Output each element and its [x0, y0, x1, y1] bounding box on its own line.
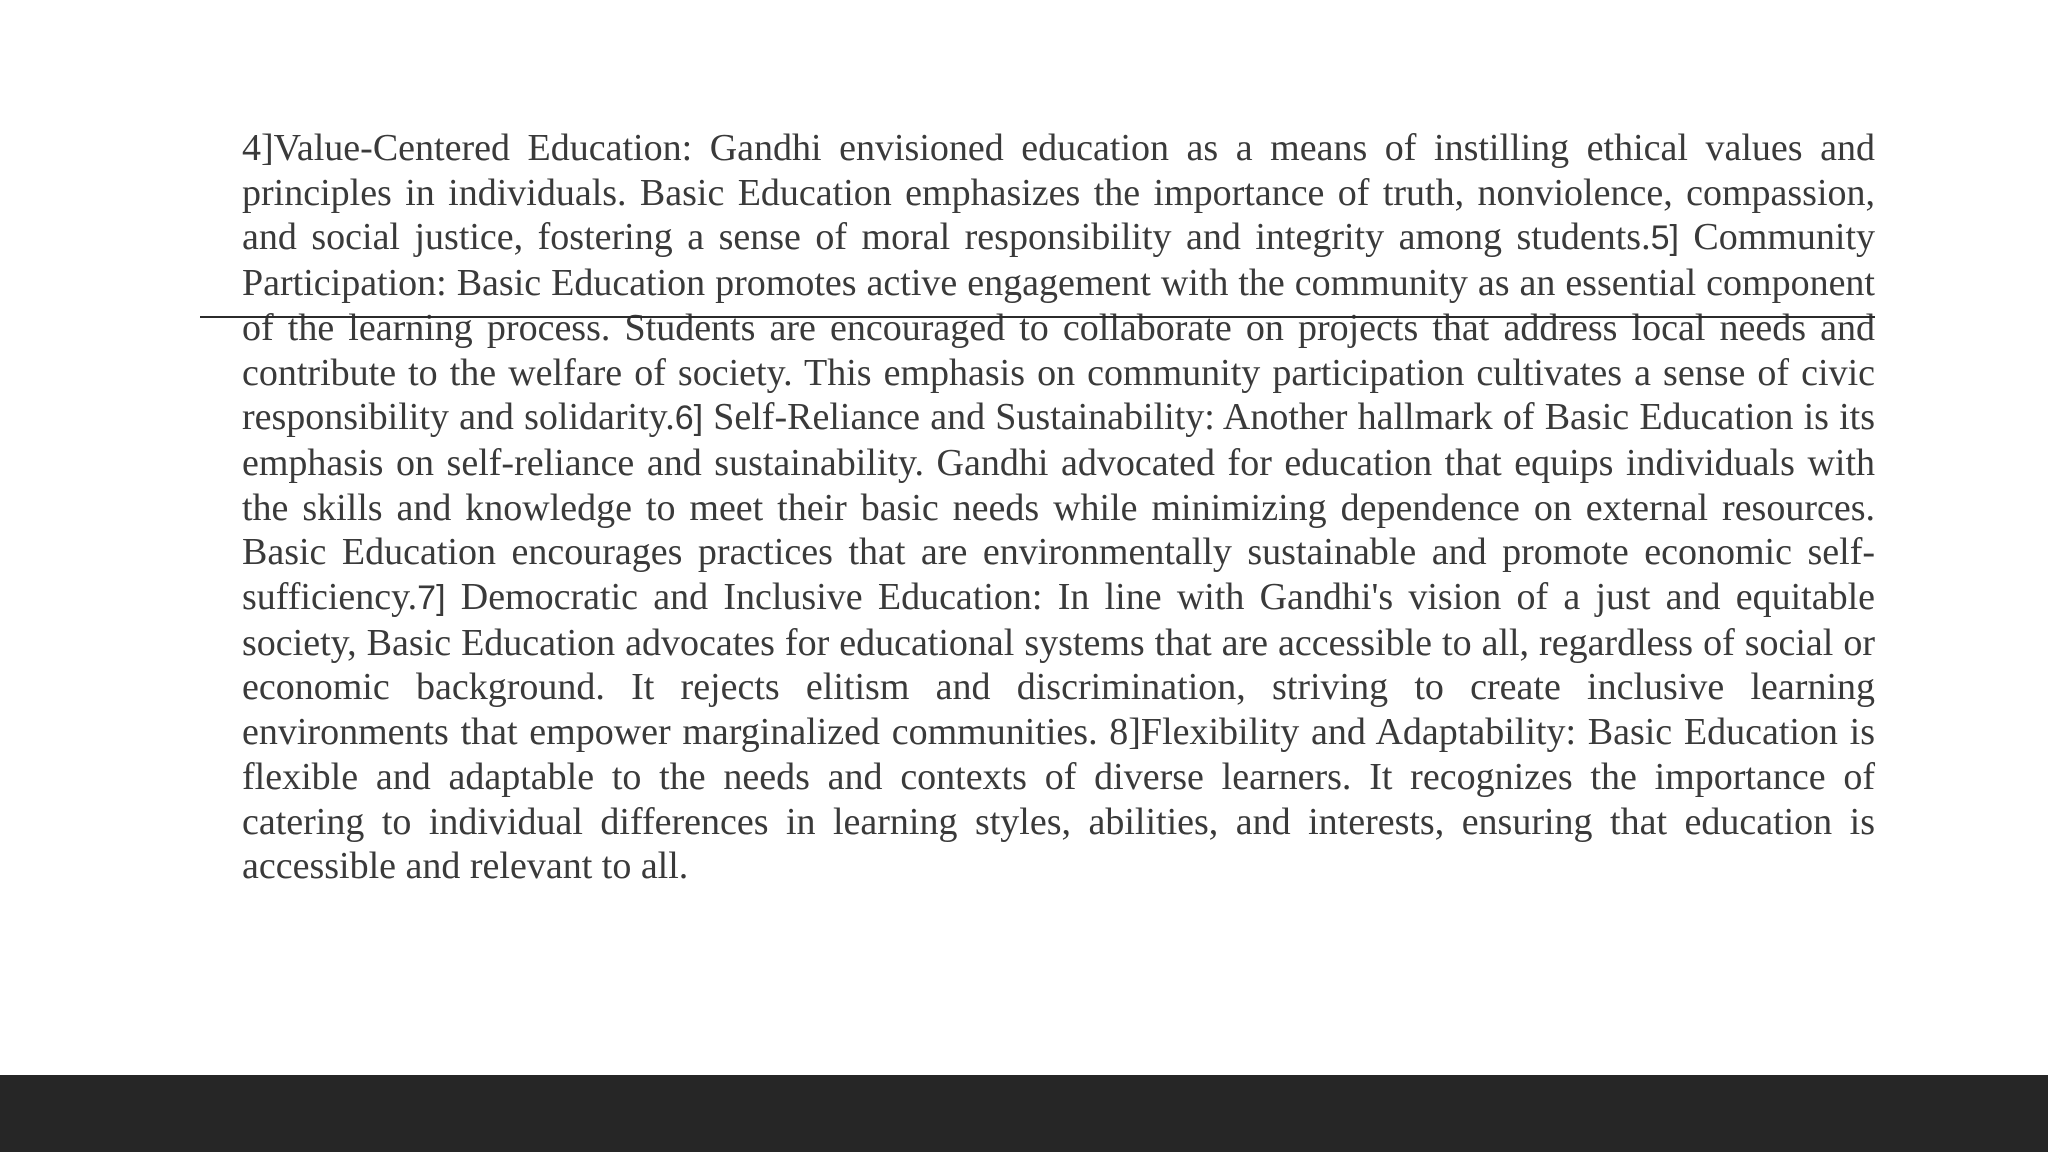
point-4-text: 4]Value-Centered Education: Gandhi envisioned education as a means of instilling ethical values and principles in individuals. Basic Education emphasizes the importance of truth, nonviolence, compassion, and social justice, fostering a sense of moral responsibility and integrity among students. [242, 127, 1875, 259]
horizontal-rule [200, 316, 1875, 318]
point-7-8-text: Democratic and Inclusive Education: In line with Gandhi's vision of a just and equitable society, Basic Education advocates for educational systems that are accessible to all, regardless of social or economic background. It rejects elitism and discrimination, striving to create inclusive learning environments that empower marginalized communities. 8]Flexibility and Adaptability: Basic Education is flexible and adaptable to the needs and contexts of diverse learners. It recognizes the importance of catering to individual differences in learning styles, abilities, and interests, ensuring that education is accessible and relevant to all. [242, 576, 1875, 888]
point-6-marker: 6] [674, 399, 704, 438]
point-6-text: Self-Reliance and Sustainability: Another hallmark of Basic Education is its emphasis on self-reliance and sustainability. Gandhi advocated for education that equips individuals with the skills and knowledge to meet their basic needs while minimizing dependence on external resources. Basic Education encourages practices that are environmentally sustainable and promote economic self-sufficiency. [242, 396, 1875, 619]
point-7-marker: 7] [417, 579, 446, 618]
body-paragraph [242, 126, 1875, 889]
point-5-marker: 5] [1650, 219, 1679, 258]
footer-bar [0, 1075, 2048, 1152]
point-5-text: Community Participation: Basic Education promotes active engagement with the community as an essential component of the learning process. Students are encouraged to collaborate on projects that address local needs and contribute to the welfare of society. This emphasis on community participation cultivates a sense of civic responsibility and solidarity. [242, 216, 1876, 439]
